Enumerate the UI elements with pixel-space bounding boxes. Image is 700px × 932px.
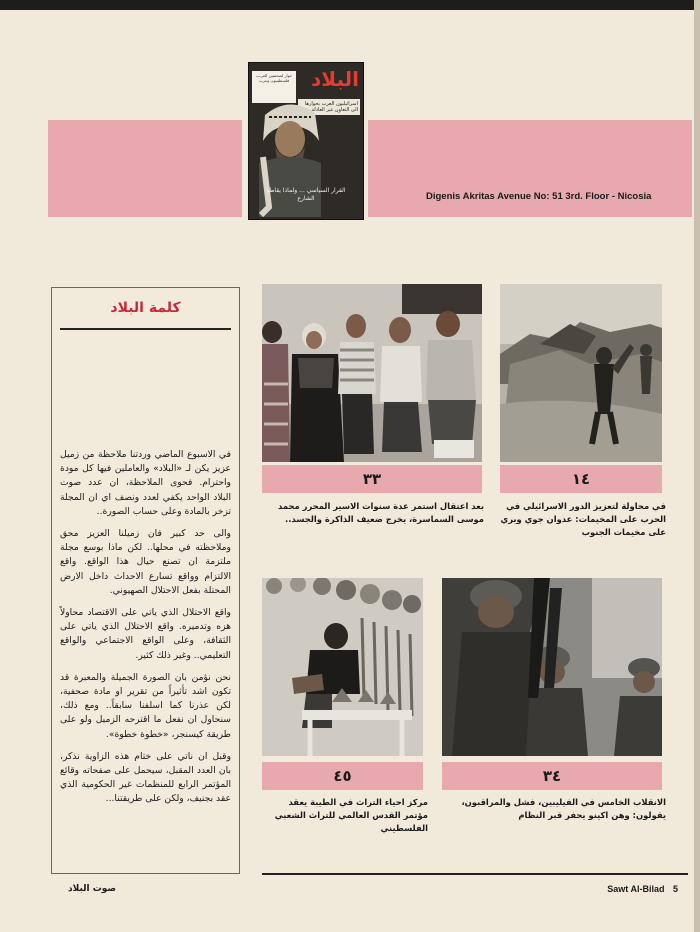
feature-photo-34	[442, 578, 662, 756]
feature-caption-33: بعد اعتقال استمر عدة سنوات الاسير المحرر محمد موسى السماسرة، يخرج ضعيف الذاكرة والجسد..	[278, 501, 484, 524]
page-number-34: ٣٤	[442, 762, 662, 790]
cover-headline: اسرائيليون العرب بحوارها الى التعاون غير العادلة	[298, 99, 360, 115]
footer-latin-title	[607, 884, 678, 894]
footer-latin-name: Sawt Al-Bilad	[607, 884, 665, 894]
footer-arabic-title: صوت البلاد	[68, 884, 117, 894]
cover-bottom-text: القرار السياسي ... ولماذا يقاطع الشارع	[266, 187, 346, 202]
editorial-title: كلمة البلاد	[110, 300, 181, 316]
editorial-box	[51, 287, 240, 874]
editorial-paragraph: وقبل ان ناتي على ختام هذه الزاوية نذكر، بان العدد المقبل، سيحمل على صفحاته وقائع المؤتمر الرابع للمنظمات غير الحكومية الذي عقد بجنيف، ولكن على طريقتنا...	[60, 750, 231, 805]
page-number-14: ١٤	[500, 465, 662, 493]
feature-photo-14	[500, 284, 662, 462]
editorial-paragraph: والى حد كبير فان زميلنا العزيز محق وملاحظته في محلها.. لكن ماذا بوسع مجلة ملتزمة ان تصنع حيال هذا الواقع. واقع الالتزام وواقع تسارع الاحداث داخل الارض المحتلة بفعل الاحتلال الصهيوني.	[60, 528, 231, 596]
editorial-paragraph: نحن نؤمن بان الصورة الجميلة والمعبرة قد تكون اشد تأثيراً من تقرير او مادة صحفية، لكن عذرنا كما اسلفنا سابقاً.. ومع ذلك، سنحاول ان نفعل ما اقترحه الزميل ولو على طريقة كيسنجر، «خطوة خطوة».	[60, 671, 231, 740]
feature-caption-14: في محاولة لتعزيز الدور الاسرائيلي في الحرب على المخيمات: عدوان جوي وبري على مخيمات الجنوب	[500, 501, 666, 537]
address: Digenis Akritas Avenue No: 51 3rd. Floor - Nicosia	[426, 191, 652, 202]
footer-page-number: 5	[672, 884, 678, 894]
footer-rule	[262, 873, 688, 875]
feature-photo-45	[262, 578, 423, 756]
right-edge	[694, 0, 700, 932]
cover-badge: حوار لصحفيين العرب، فلسطينيون وعرب	[252, 71, 296, 103]
editorial-body	[60, 448, 231, 815]
page-number-33: ٣٣	[262, 465, 482, 493]
magazine-cover	[248, 62, 364, 220]
top-edge	[0, 0, 700, 10]
editorial-rule	[60, 328, 231, 330]
header-band-left	[48, 120, 242, 217]
editorial-paragraph: في الاسبوع الماضي وردتنا ملاحظة من زميل عزيز يكن لـ «البلاد» والعاملين فيها كل مودة واحترام. فحوى الملاحظة، ان عدد صوت البلاد الواحد يكفي لعدد ونصف اي ان المجلة تزخر بالمادة وعلى حساب الصورة..	[60, 449, 231, 517]
cover-title: البلاد	[311, 67, 359, 91]
page-number-45: ٤٥	[262, 762, 423, 790]
feature-caption-45: مركز احياء التراث في الطيبة يعقد مؤتمر القدس العالمي للتراث الشعبي الفلسطيني	[274, 797, 428, 833]
feature-caption-34: الانقلاب الخامس في الفيليبين، فشل والمراقبون، يقولون: وهن اكينو يحفر قبر النظام	[461, 797, 666, 820]
editorial-paragraph: واقع الاحتلال الذي ياتي على الاقتصاد محاولاً هزه وتدميره. واقع الاحتلال الذي ياتي على الثقافة، وعلى الواقع الاجتماعي والواقع التعليمي.. وغير ذلك كثير.	[60, 607, 231, 661]
header-band-right	[368, 120, 692, 217]
feature-photo-33	[262, 284, 482, 462]
